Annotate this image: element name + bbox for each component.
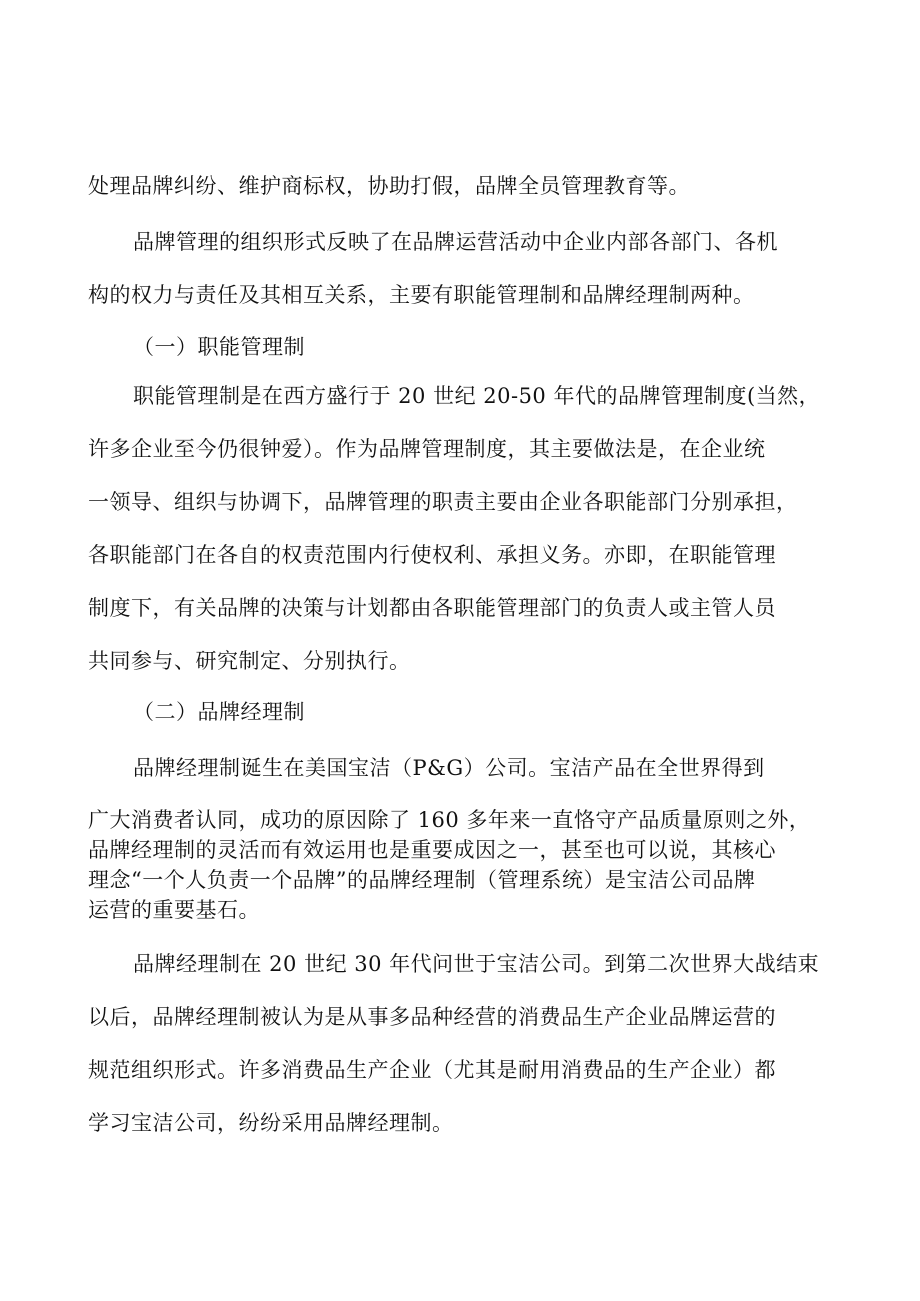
paragraph-line: 规范组织形式。许多消费品生产企业（尤其是耐用消费品的生产企业）都 <box>88 1058 776 1082</box>
paragraph-line: 品牌管理的组织形式反映了在品牌运营活动中企业内部各部门、各机 <box>133 230 778 254</box>
paragraph-line: 广大消费者认同，成功的原因除了 160 多年来一直恪守产品质量原则之外， <box>88 808 811 832</box>
paragraph-line: 职能管理制是在西方盛行于 20 世纪 20-50 年代的品牌管理制度(当然， <box>133 384 821 408</box>
section-heading-functional: （一）职能管理制 <box>133 335 305 359</box>
paragraph-line: 处理品牌纠纷、维护商标权，协助打假，品牌全员管理教育等。 <box>88 174 690 198</box>
paragraph-line: 品牌经理制在 20 世纪 30 年代问世于宝洁公司。到第二次世界大战结束 <box>133 952 820 976</box>
paragraph-line: 理念“一个人负责一个品牌”的品牌经理制（管理系统）是宝洁公司品牌 <box>88 868 756 892</box>
section-heading-brand-manager: （二）品牌经理制 <box>133 700 305 724</box>
paragraph-line: 品牌经理制的灵活而有效运用也是重要成因之一，甚至也可以说，其核心 <box>88 838 776 862</box>
paragraph-line: 构的权力与责任及其相互关系，主要有职能管理制和品牌经理制两种。 <box>88 283 755 307</box>
paragraph-line: 以后，品牌经理制被认为是从事多品种经营的消费品生产企业品牌运营的 <box>88 1005 776 1029</box>
paragraph-line: 许多企业至今仍很钟爱）。作为品牌管理制度，其主要做法是，在企业统 <box>88 437 766 461</box>
paragraph-line: 品牌经理制诞生在美国宝洁（P&G）公司。宝洁产品在全世界得到 <box>133 756 765 780</box>
paragraph-line: 学习宝洁公司，纷纷采用品牌经理制。 <box>88 1111 454 1135</box>
paragraph-line: 制度下，有关品牌的决策与计划都由各职能管理部门的负责人或主管人员 <box>88 596 776 620</box>
paragraph-line: 共同参与、研究制定、分别执行。 <box>88 649 411 673</box>
paragraph-line: 运营的重要基石。 <box>88 898 260 922</box>
paragraph-line: 一领导、组织与协调下，品牌管理的职责主要由企业各职能部门分别承担， <box>88 490 798 514</box>
paragraph-line: 各职能部门在各自的权责范围内行使权利、承担义务。亦即，在职能管理 <box>88 543 776 567</box>
